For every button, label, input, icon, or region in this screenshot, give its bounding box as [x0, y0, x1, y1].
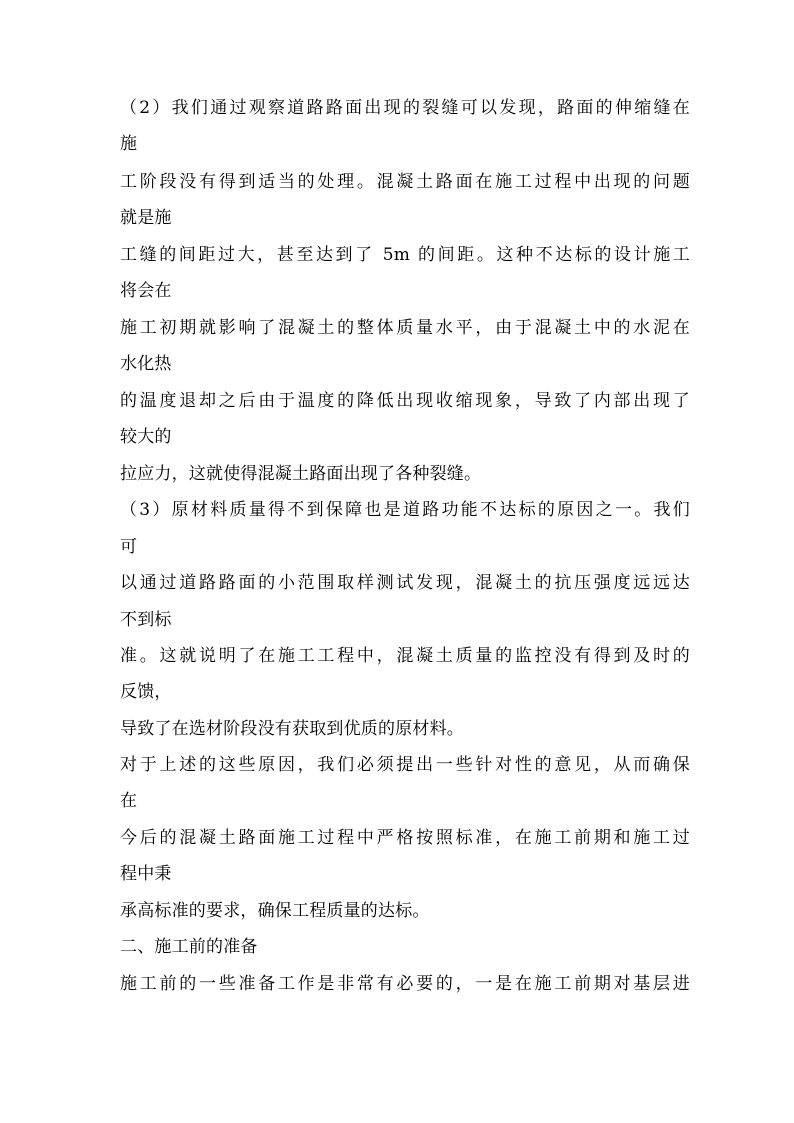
- text-line: 今后的混凝土路面施工过程中严格按照标准，在施工前期和施工过: [120, 828, 690, 848]
- text-line: 工阶段没有得到适当的处理。混凝土路面在施工过程中出现的问题: [120, 172, 690, 192]
- text-line: 不到标: [120, 610, 172, 630]
- text-line: 就是施: [120, 208, 172, 228]
- text-line: 的温度退却之后由于温度的降低出现收缩现象，导致了内部出现了: [120, 391, 690, 411]
- section-heading: 二、施工前的准备: [120, 937, 258, 957]
- text-line: 可: [120, 537, 138, 557]
- text-line: 施: [120, 134, 138, 154]
- text-line: 在: [120, 791, 138, 811]
- text-line: 导致了在选材阶段没有获取到优质的原材料。: [120, 719, 464, 739]
- text-line: 较大的: [120, 427, 172, 447]
- text-line: 施工初期就影响了混凝土的整体质量水平，由于混凝土中的水泥在: [120, 318, 690, 338]
- text-line: 准。这就说明了在施工工程中，混凝土质量的监控没有得到及时的: [120, 646, 690, 666]
- text-line: 程中秉: [120, 864, 172, 884]
- text-line: 反馈，: [120, 682, 172, 702]
- text-line: 拉应力，这就使得混凝土路面出现了各种裂缝。: [120, 464, 482, 484]
- text-line: 将会在: [120, 281, 172, 301]
- text-line: 工缝的间距过大，甚至达到了 5m 的间距。这种不达标的设计施工: [120, 245, 690, 265]
- text-line: （3）原材料质量得不到保障也是道路功能不达标的原因之一。我们: [120, 500, 690, 520]
- text-line: 施工前的一些准备工作是非常有必要的，一是在施工前期对基层进: [120, 974, 690, 994]
- text-line: 承高标准的要求，确保工程质量的达标。: [120, 901, 430, 921]
- text-line: 以通过道路路面的小范围取样测试发现，混凝土的抗压强度远远达: [120, 573, 690, 593]
- text-line: （2）我们通过观察道路路面出现的裂缝可以发现，路面的伸缩缝在: [120, 98, 690, 118]
- text-line: 水化热: [120, 354, 172, 374]
- text-line: 对于上述的这些原因，我们必须提出一些针对性的意见，从而确保: [120, 755, 690, 775]
